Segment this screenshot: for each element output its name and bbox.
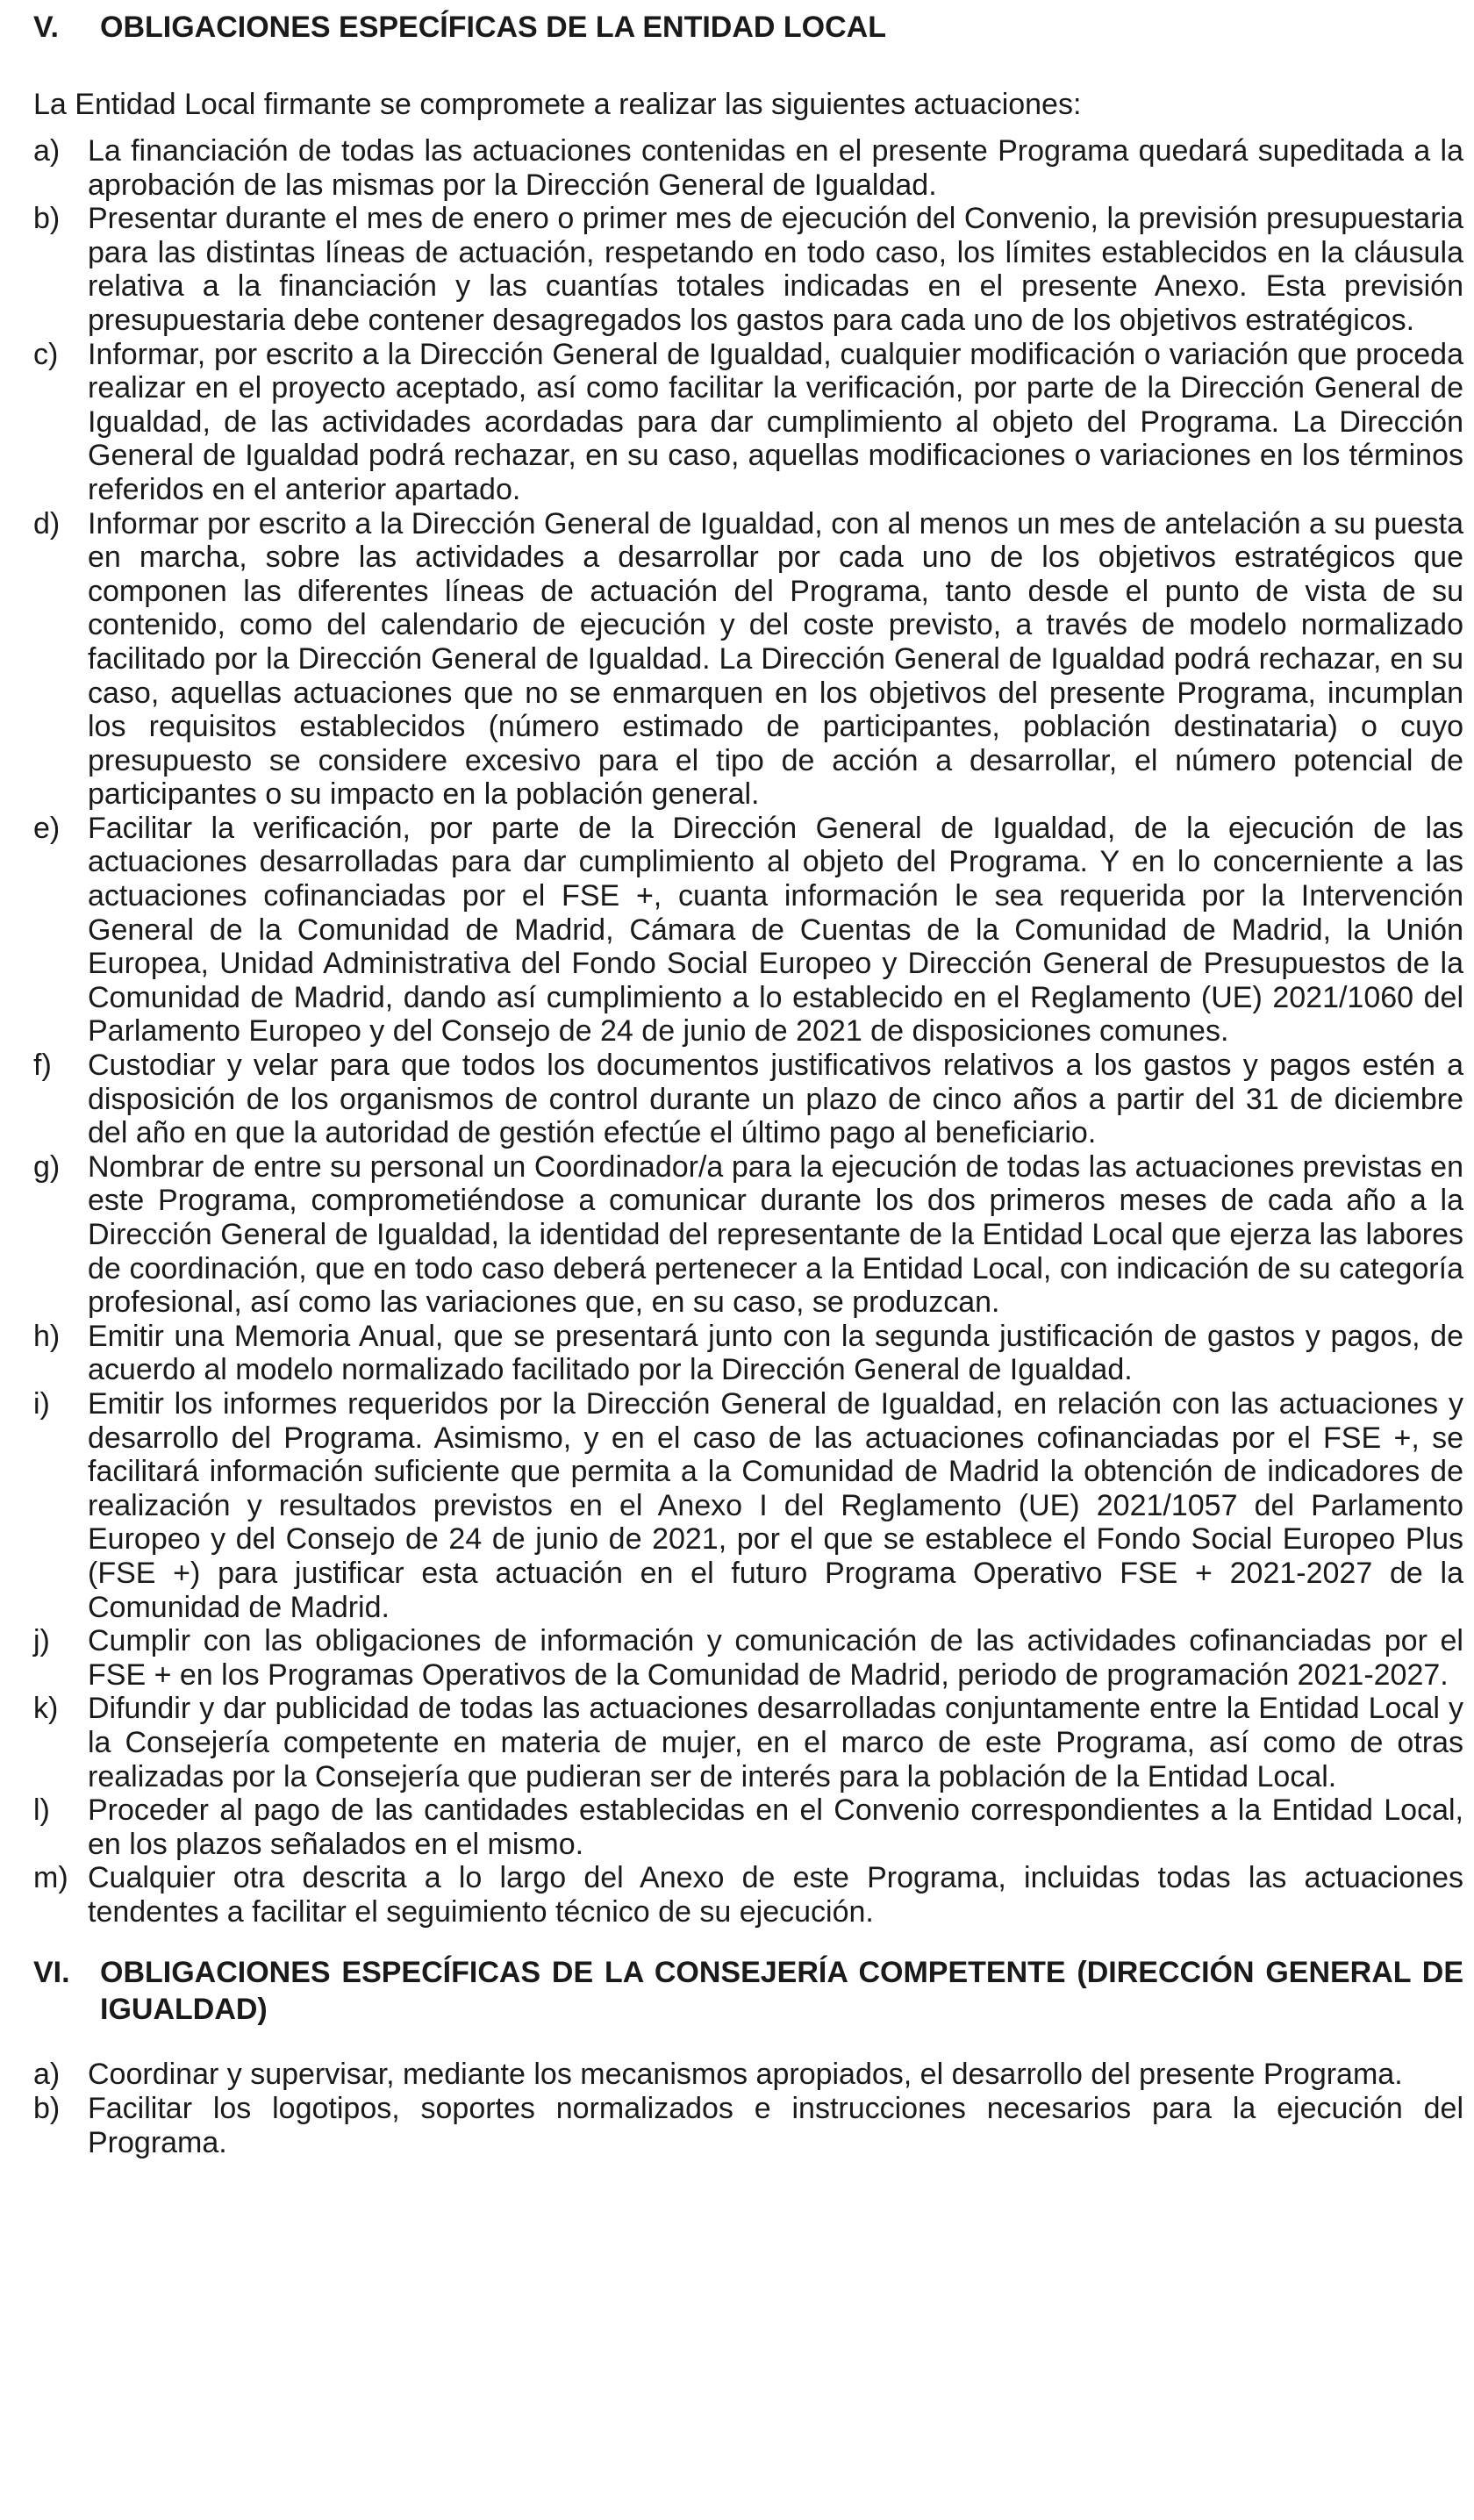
item-text: Emitir una Memoria Anual, que se presentará junto con la segunda justificación de gastos y pagos, de acuerdo al modelo normalizado facilitado por la Dirección General de Igualdad. [88, 1319, 1463, 1387]
list-item [33, 1624, 1463, 1692]
item-marker: h) [33, 1319, 61, 1353]
list-item [33, 1320, 1463, 1387]
section-vi-list [33, 2058, 1463, 2159]
item-marker: f) [33, 1049, 52, 1083]
item-text: La financiación de todas las actuaciones contenidas en el presente Programa quedará supeditada a la aprobación de las mismas por la Dirección General de Igualdad. [88, 134, 1463, 202]
item-text: Cualquier otra descrita a lo largo del Anexo de este Programa, incluidas todas las actuaciones tendentes a facilitar el seguimiento técnico de su ejecución. [88, 1861, 1463, 1929]
list-item [33, 2092, 1463, 2159]
section-vi [33, 1954, 1463, 2159]
item-marker: b) [33, 2092, 61, 2126]
item-text: Custodiar y velar para que todos los documentos justificativos relativos a los gastos y pagos estén a disposición de los organismos de control durante un plazo de cinco años a partir del 31 de diciembre del año en que la autoridad de gestión efectúe el último pago al beneficiario. [88, 1049, 1463, 1150]
list-item [33, 202, 1463, 337]
item-marker: l) [33, 1793, 50, 1828]
item-marker: c) [33, 337, 59, 371]
list-item [33, 1861, 1463, 1929]
item-marker: d) [33, 506, 61, 541]
item-text: Facilitar la verificación, por parte de la Dirección General de Igualdad, de la ejecución de las actuaciones desarrolladas para dar cumplimiento al objeto del Programa. Y en lo concerniente a las actuaciones cofinanciadas por el FSE +, cuanta información le sea requerida por la Intervención General de la Comunidad de Madrid, Cámara de Cuentas de la Comunidad de Madrid, la Unión Europea, Unidad Administrativa del Fondo Social Europeo y Dirección General de Presupuestos de la Comunidad de Madrid, dando así cumplimiento a lo establecido en el Reglamento (UE) 2021/1060 del Parlamento Europeo y del Consejo de 24 de junio de 2021 de disposiciones comunes. [88, 811, 1463, 1049]
item-marker: b) [33, 202, 61, 236]
item-marker: m) [33, 1861, 68, 1895]
item-text: Informar por escrito a la Dirección General de Igualdad, con al menos un mes de antelación a su puesta en marcha, sobre las actividades a desarrollar por cada uno de los objetivos estratégicos que componen las diferentes líneas de actuación del Programa, tanto desde el punto de vista de su contenido, como del calendario de ejecución y del coste previsto, a través de modelo normalizado facilitado por la Dirección General de Igualdad. La Dirección General de Igualdad podrá rechazar, en su caso, aquellas actuaciones que no se enmarquen en los objetivos del presente Programa, incumplan los requisitos establecidos (número estimado de participantes, población destinataria) o cuyo presupuesto se considere excesivo para el tipo de acción a desarrollar, el número potencial de participantes o su impacto en la población general. [88, 506, 1463, 812]
item-marker: g) [33, 1149, 61, 1184]
item-marker: j) [33, 1624, 50, 1658]
section-vi-number: VI. [33, 1956, 70, 1990]
item-marker: e) [33, 811, 61, 845]
list-item [33, 134, 1463, 202]
list-item [33, 1150, 1463, 1320]
section-v-intro: La Entidad Local firmante se compromete a realizar las siguientes actuaciones: [33, 88, 1082, 121]
list-item [33, 812, 1463, 1049]
section-v [33, 9, 1463, 1929]
item-text: Coordinar y supervisar, mediante los mecanismos apropiados, el desarrollo del presente Programa. [88, 2058, 1403, 2092]
item-text: Informar, por escrito a la Dirección General de Igualdad, cualquier modificación o variación que proceda realizar en el proyecto aceptado, así como facilitar la verificación, por parte de la Dirección General de Igualdad, de las actividades acordadas para dar cumplimiento al objeto del Programa. La Dirección General de Igualdad podrá rechazar, en su caso, aquellas modificaciones o variaciones en los términos referidos en el anterior apartado. [88, 337, 1463, 506]
item-marker: a) [33, 134, 61, 168]
item-text: Nombrar de entre su personal un Coordinador/a para la ejecución de todas las actuaciones previstas en este Programa, comprometiéndose a comunicar durante los dos primeros meses de cada año a la Dirección General de Igualdad, la identidad del representante de la Entidad Local que ejerza las labores de coordinación, que en todo caso deberá pertenecer a la Entidad Local, con indicación de su categoría profesional, así como las variaciones que, en su caso, se produzcan. [88, 1149, 1463, 1320]
section-v-heading [33, 9, 1463, 46]
list-item [33, 338, 1463, 507]
section-vi-heading [33, 1954, 1463, 2028]
item-text: Emitir los informes requeridos por la Dirección General de Igualdad, en relación con las actuaciones y desarrollo del Programa. Asimismo, y en el caso de las actuaciones cofinanciadas por el FSE +, se facilitará información suficiente que permita a la Comunidad de Madrid la obtención de indicadores de realización y resultados previstos en el Anexo I del Reglamento (UE) 2021/1057 del Parlamento Europeo y del Consejo de 24 de junio de 2021, por el que se establece el Fondo Social Europeo Plus (FSE +) para justificar esta actuación en el futuro Programa Operativo FSE + 2021-2027 de la Comunidad de Madrid. [88, 1386, 1463, 1624]
list-item [33, 1692, 1463, 1793]
item-text: Proceder al pago de las cantidades establecidas en el Convenio correspondientes a la Entidad Local, en los plazos señalados en el mismo. [88, 1793, 1463, 1861]
list-item [33, 1049, 1463, 1150]
list-item [33, 1387, 1463, 1624]
section-v-list [33, 134, 1463, 1929]
item-text: Facilitar los logotipos, soportes normalizados e instrucciones necesarios para la ejecución del Programa. [88, 2092, 1463, 2159]
item-marker: a) [33, 2058, 61, 2092]
list-item [33, 2058, 1463, 2092]
list-item [33, 1793, 1463, 1861]
item-marker: k) [33, 1692, 59, 1726]
section-v-title: OBLIGACIONES ESPECÍFICAS DE LA ENTIDAD LOCAL [100, 11, 887, 44]
item-text: Presentar durante el mes de enero o primer mes de ejecución del Convenio, la previsión presupuestaria para las distintas líneas de actuación, respetando en todo caso, los límites establecidos en la cláusula relativa a la financiación y las cuantías totales indicadas en el presente Anexo. Esta previsión presupuestaria debe contener desagregados los gastos para cada uno de los objetivos estratégicos. [88, 202, 1463, 337]
item-marker: i) [33, 1386, 50, 1421]
section-v-number: V. [33, 11, 60, 44]
section-vi-title: OBLIGACIONES ESPECÍFICAS DE LA CONSEJERÍA COMPETENTE (DIRECCIÓN GENERAL DE IGUALDAD) [100, 1956, 1463, 2027]
list-item [33, 507, 1463, 812]
item-text: Difundir y dar publicidad de todas las actuaciones desarrolladas conjuntamente entre la Entidad Local y la Consejería competente en materia de mujer, en el marco de este Programa, así como de otras realizadas por la Consejería que pudieran ser de interés para la población de la Entidad Local. [88, 1692, 1463, 1793]
item-text: Cumplir con las obligaciones de información y comunicación de las actividades cofinanciadas por el FSE + en los Programas Operativos de la Comunidad de Madrid, periodo de programación 2021-2027. [88, 1624, 1463, 1692]
